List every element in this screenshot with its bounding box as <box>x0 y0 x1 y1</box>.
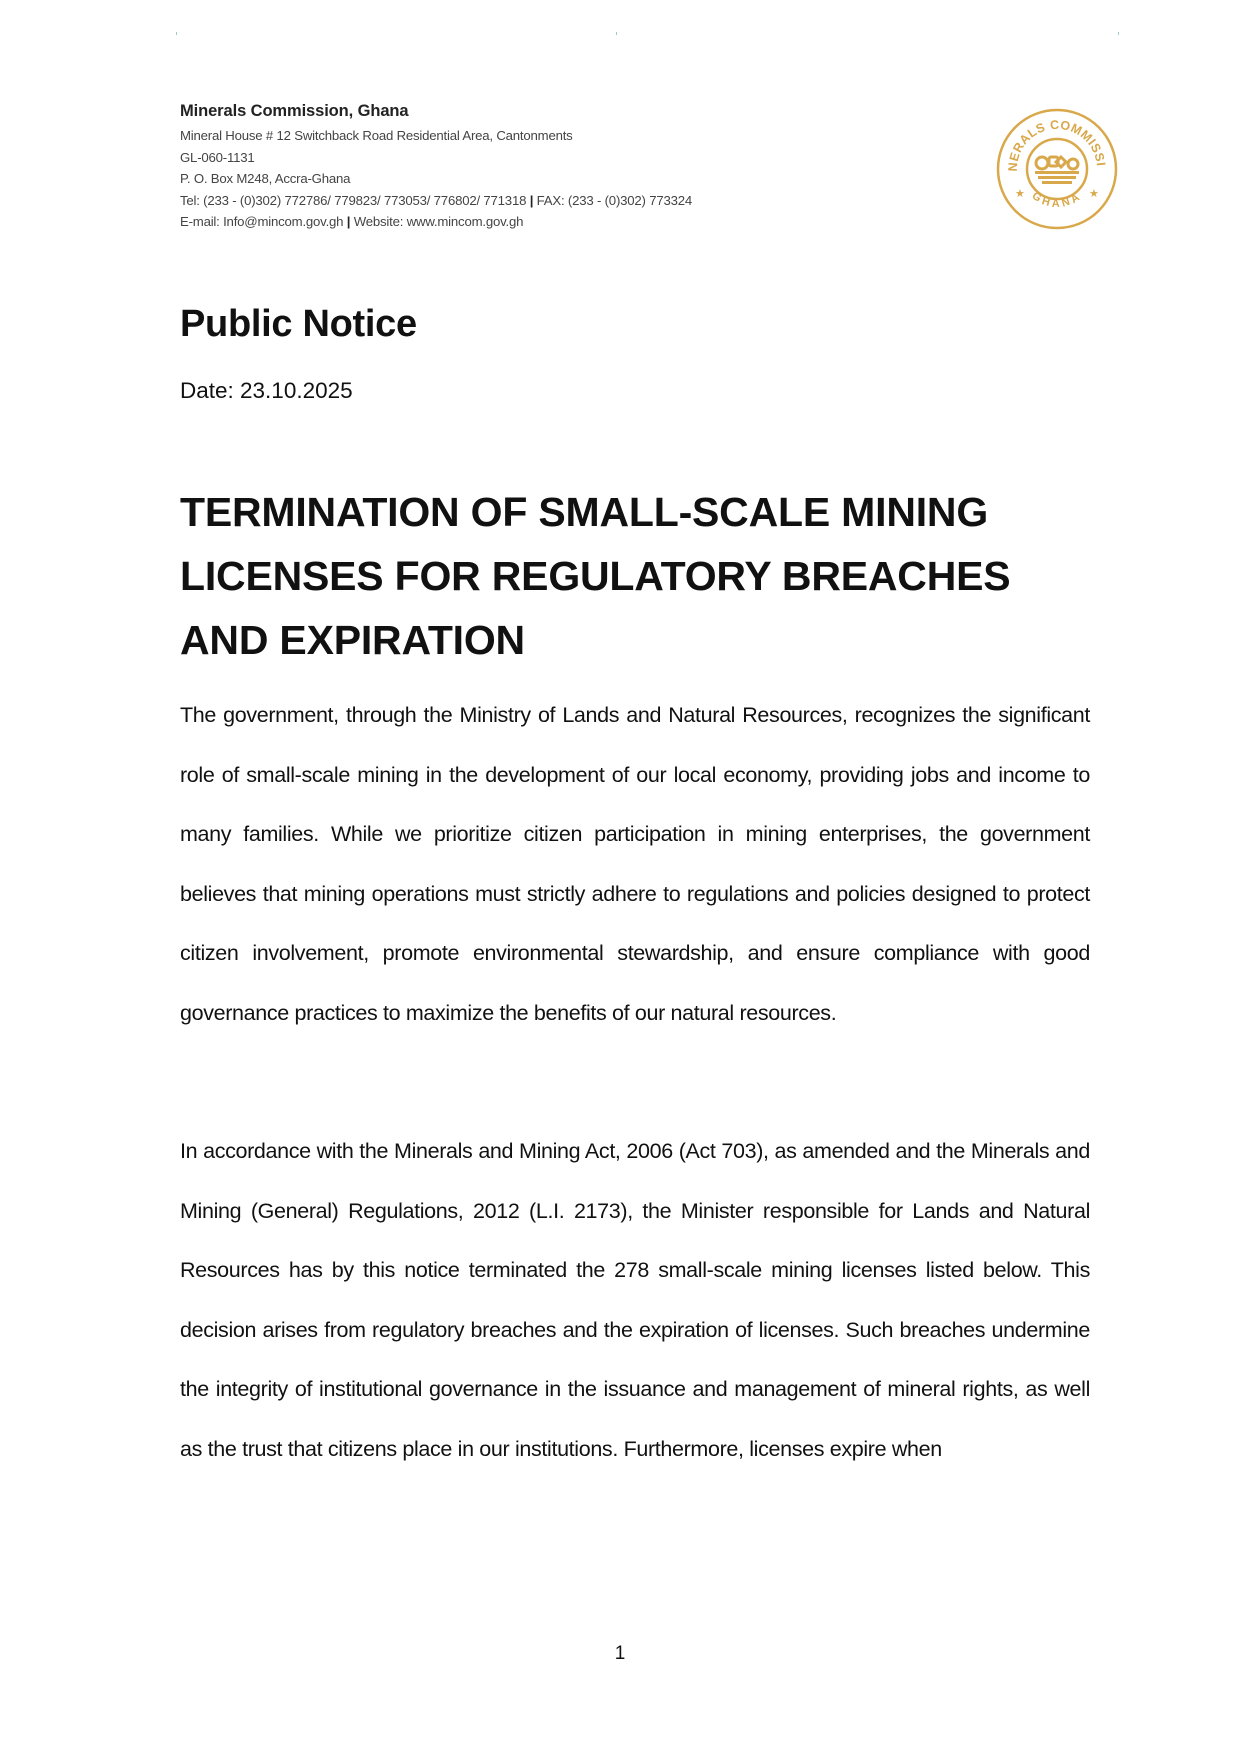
postal-code: GL-060-1131 <box>180 149 255 165</box>
po-box: P. O. Box M248, Accra-Ghana <box>180 171 351 186</box>
paragraph-intro: The government, through the Ministry of Lands and Natural Resources, recognizes the significant role of small-scale mining in the development of our local economy, providing jobs and income to many families. While we prioritize citizen participation in mining enterprises, the government believes that mining operations must strictly adhere to regulations and policies designed to protect citizen involvement, promote environmental stewardship, and ensure compliance with good governance practices to maximize the benefits of our natural resources. <box>180 703 1090 1025</box>
crop-mark-left <box>176 32 177 35</box>
svg-text:GHANA <box>1030 190 1085 210</box>
crop-mark-right <box>1118 32 1119 35</box>
website[interactable]: Website: www.mincom.gov.gh <box>353 214 524 229</box>
seal-bottom-text: GHANA <box>1029 189 1085 210</box>
svg-text:★: ★ <box>1089 187 1099 200</box>
contact-web <box>180 211 692 233</box>
fax: FAX: (233 - (0)302) 773324 <box>536 192 692 208</box>
page-title: Public Notice <box>180 303 417 345</box>
email[interactable]: E-mail: Info@mincom.gov.gh <box>180 214 344 229</box>
seal-top-text: NERALS COMMISSI <box>1005 117 1108 172</box>
address-line: Mineral House # 12 Switchback Road Residential Area, Cantonments <box>180 128 573 143</box>
separator: | <box>346 214 351 229</box>
letterhead <box>180 102 692 233</box>
notice-headline: TERMINATION OF SMALL-SCALE MINING LICENSES FOR REGULATORY BREACHES AND EXPIRATION <box>180 489 1011 663</box>
page-number: 1 <box>614 1643 626 1664</box>
minerals-commission-seal-icon <box>995 107 1119 231</box>
notice-date: Date: 23.10.2025 <box>180 378 353 403</box>
svg-text:★: ★ <box>1015 187 1025 200</box>
paragraph-legal-basis: In accordance with the Minerals and Mining Act, 2006 (Act 703), as amended and the Minerals and Mining (General) Regulations, 2012 (L.I. 2173), the Minister responsible for Lands and Natural Resources has by this notice terminated the 278 small-scale mining licenses listed below. This decision arises from regulatory breaches and the expiration of licenses. Such breaches undermine the integrity of institutional governance in the issuance and management of mineral rights, as well as the trust that citizens place in our institutions. Furthermore, licenses expire when <box>180 1139 1090 1461</box>
contact-phone-fax <box>180 190 692 212</box>
org-name: Minerals Commission, Ghana <box>180 102 409 120</box>
telephone: Tel: (233 - (0)302) 772786/ 779823/ 773053/ 776802/ 771318 <box>180 192 527 208</box>
separator: | <box>529 192 534 208</box>
crop-mark-center <box>616 32 617 35</box>
